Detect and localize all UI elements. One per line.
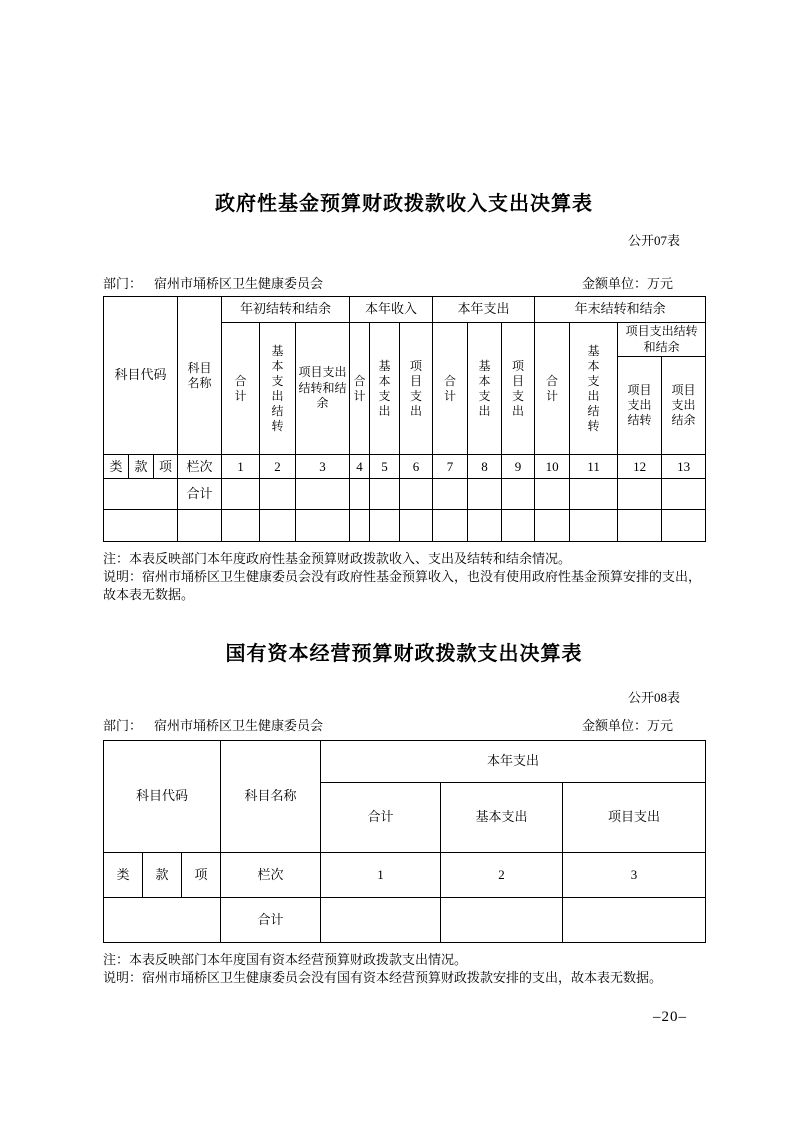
header-subject-code: 科目代码 [104, 741, 221, 853]
begin-basic-carry-text: 基本支出结转 [271, 343, 284, 433]
data-cell [535, 510, 570, 542]
header-end-project-carry [618, 357, 662, 455]
data-cell [296, 479, 350, 510]
col-number-cell: 8 [468, 455, 502, 479]
header-begin-basic-carry [260, 323, 296, 455]
col-number-cell: 11 [570, 455, 618, 479]
expense-basic-text: 基本支出 [478, 358, 491, 418]
section2-remark: 说明：宿州市埇桥区卫生健康委员会没有国有资本经营预算财政拨款安排的支出，故本表无数据。 [103, 969, 663, 985]
code-empty-cell [104, 898, 221, 943]
section1-remark: 说明：宿州市埇桥区卫生健康委员会没有政府性基金预算收入，也没有使用政府性基金预算安排的支出，故本表无数据。 [103, 569, 702, 603]
section1-meta-row [103, 273, 705, 292]
col-number-cell: 3 [296, 455, 350, 479]
data-cell [350, 510, 370, 542]
header-group-begin-balance: 年初结转和结余 [222, 297, 350, 323]
header-income-total [350, 323, 370, 455]
col-number-cell: 13 [662, 455, 706, 479]
data-cell [400, 510, 433, 542]
section2-form-code: 公开08表 [627, 690, 680, 705]
header-expense-basic: 基本支出 [441, 783, 563, 853]
end-project-carry-text: 项目支出结转 [627, 383, 652, 428]
section2-title: 国有资本经营预算财政拨款支出决算表 [225, 643, 583, 665]
code-col-clause: 款 [143, 853, 182, 898]
code-empty-cell [104, 479, 178, 510]
data-cell [502, 510, 535, 542]
col-number-cell: 3 [563, 853, 706, 898]
end-total-text: 合计 [546, 373, 559, 403]
header-income-project [400, 323, 433, 455]
department-label: 部门： [103, 718, 143, 733]
col-number-cell: 2 [260, 455, 296, 479]
col-number-cell: 5 [370, 455, 400, 479]
data-cell [433, 510, 468, 542]
col-number-cell: 1 [222, 455, 260, 479]
header-begin-project-carry-balance: 项目支出结转和结余 [296, 323, 350, 455]
name-empty-cell [178, 510, 222, 542]
data-cell [502, 479, 535, 510]
expense-project-text: 项目支出 [512, 358, 525, 418]
data-cell [441, 898, 563, 943]
income-total-text: 合计 [353, 373, 366, 403]
code-col-clause: 款 [129, 455, 154, 479]
section1-notes [103, 550, 705, 604]
data-cell [468, 479, 502, 510]
data-cell [563, 898, 706, 943]
rank-label-cell: 栏次 [178, 455, 222, 479]
header-subject-name [178, 297, 222, 455]
col-number-cell: 7 [433, 455, 468, 479]
section2-meta-row [103, 715, 705, 734]
income-basic-text: 基本支出 [378, 358, 391, 418]
header-group-end-balance: 年末结转和结余 [535, 297, 706, 323]
data-cell [468, 510, 502, 542]
col-number-cell: 9 [502, 455, 535, 479]
col-number-cell: 6 [400, 455, 433, 479]
data-cell [370, 479, 400, 510]
header-expense-total: 合计 [321, 783, 441, 853]
header-expense-total [433, 323, 468, 455]
page-number: –20– [653, 1008, 687, 1025]
data-cell [321, 898, 441, 943]
data-cell [662, 510, 706, 542]
code-col-class: 类 [104, 853, 143, 898]
data-cell [260, 510, 296, 542]
gov-fund-table [103, 296, 706, 542]
header-end-project-carry-balance: 项目支出结转和结余 [618, 323, 706, 357]
section1-note: 注：本表反映部门本年度政府性基金预算财政拨款收入、支出及结转和结余情况。 [103, 551, 572, 567]
header-group-year-expense: 本年支出 [433, 297, 535, 323]
header-group-year-income: 本年收入 [350, 297, 433, 323]
header-expense-project: 项目支出 [563, 783, 706, 853]
data-cell [400, 479, 433, 510]
section1-title: 政府性基金预算财政拨款收入支出决算表 [215, 193, 593, 215]
page-content [103, 0, 705, 1026]
col-number-cell: 1 [321, 853, 441, 898]
income-project-text: 项目支出 [410, 358, 423, 418]
header-begin-total [222, 323, 260, 455]
section1-unit: 金额单位：万元 [581, 276, 673, 291]
section2-note: 注：本表反映部门本年度国有资本经营预算财政拨款支出情况。 [103, 952, 468, 967]
header-group-year-expense: 本年支出 [321, 741, 706, 783]
data-cell [222, 510, 260, 542]
end-project-balance-text: 项目支出结余 [671, 383, 696, 428]
col-number-cell: 12 [618, 455, 662, 479]
header-subject-code: 科目代码 [104, 297, 178, 455]
rank-label-cell: 栏次 [221, 853, 321, 898]
department-value: 宿州市埇桥区卫生健康委员会 [154, 718, 324, 733]
col-number-cell: 10 [535, 455, 570, 479]
header-end-project-balance [662, 357, 706, 455]
header-subject-name: 科目名称 [221, 741, 321, 853]
col-number-cell: 2 [441, 853, 563, 898]
code-col-item: 项 [182, 853, 221, 898]
header-expense-project [502, 323, 535, 455]
section1-department [103, 273, 323, 292]
total-row-label: 合计 [221, 898, 321, 943]
data-cell [570, 510, 618, 542]
data-cell [662, 479, 706, 510]
data-cell [433, 479, 468, 510]
header-end-total [535, 323, 570, 455]
section2-department [103, 715, 323, 734]
data-cell [535, 479, 570, 510]
end-basic-carry-text: 基本支出结转 [587, 343, 600, 433]
header-end-basic-carry [570, 323, 618, 455]
data-cell [222, 479, 260, 510]
state-capital-table [103, 740, 706, 943]
data-cell [260, 479, 296, 510]
header-income-basic [370, 323, 400, 455]
code-col-class: 类 [104, 455, 129, 479]
expense-total-text: 合计 [444, 373, 457, 403]
subject-name-text: 科目名称 [187, 360, 212, 390]
department-value: 宿州市埇桥区卫生健康委员会 [154, 276, 324, 291]
data-cell [618, 510, 662, 542]
header-expense-basic [468, 323, 502, 455]
data-cell [350, 479, 370, 510]
begin-total-text: 合计 [234, 373, 247, 403]
data-cell [296, 510, 350, 542]
section1-form-code: 公开07表 [627, 233, 680, 248]
data-cell [570, 479, 618, 510]
code-col-item: 项 [154, 455, 178, 479]
section2-unit: 金额单位：万元 [581, 718, 673, 733]
section2-notes [103, 951, 705, 987]
code-empty-cell [104, 510, 178, 542]
col-number-cell: 4 [350, 455, 370, 479]
department-label: 部门： [103, 276, 143, 291]
data-cell [618, 479, 662, 510]
data-cell [370, 510, 400, 542]
total-row-label: 合计 [178, 479, 222, 510]
